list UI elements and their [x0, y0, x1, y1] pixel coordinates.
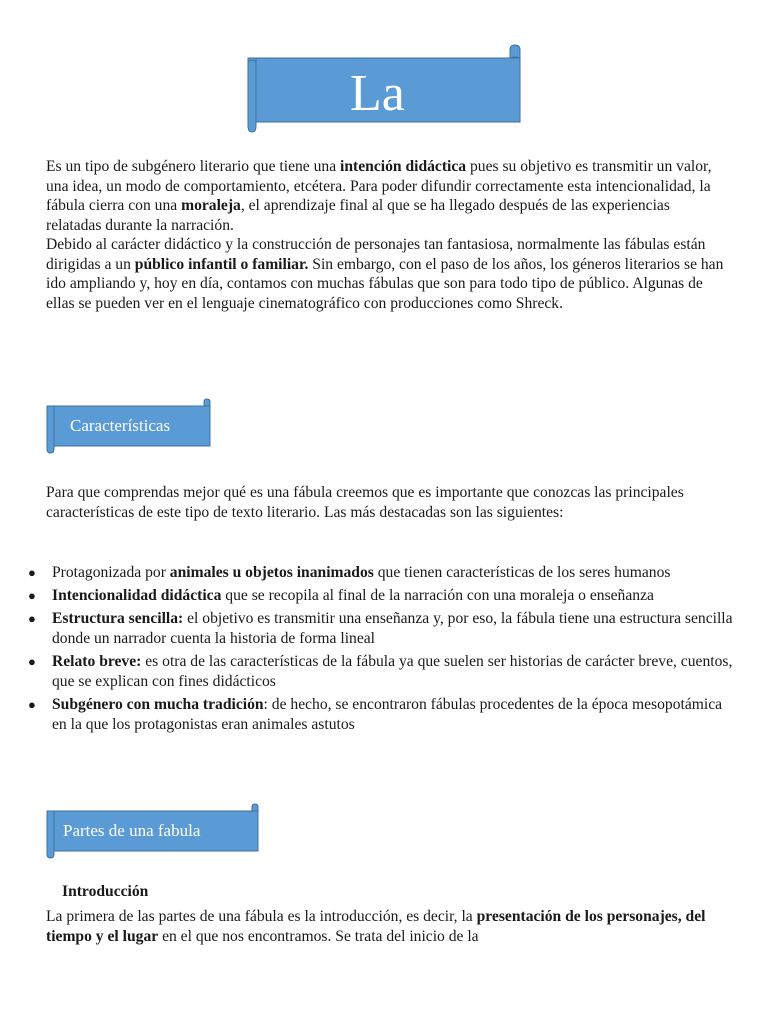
list-item: ● Protagonizada por animales u objetos inanimados que tienen características de los seres humanos [28, 564, 671, 581]
introduccion-heading: Introducción [62, 883, 149, 900]
list-item: ● Intencionalidad didáctica que se recopila al final de la narración con una moraleja o enseñanza [28, 587, 654, 605]
bullet-icon: ● [28, 654, 36, 670]
bullet-icon: ● [28, 565, 36, 580]
caracteristicas-intro: Para que comprendas mejor qué es una fábula creemos que es importante que conozcas las principales características de este tipo de texto literario. Las más destacadas son las siguientes: [46, 484, 684, 521]
partes-banner [44, 803, 262, 859]
title-banner [244, 44, 524, 134]
intro-paragraph-2: Debido al carácter didáctico y la construcción de personajes tan fantasiosa, normalmente las fábulas están dirigidas a un público infantil o familiar. Sin embargo, con el paso de los años, los géneros literarios se han ido ampliando y, hoy en día, contamos con muchas fábulas que son para todo tipo de público. Algunas de ellas se pueden ver en el lenguaje cinematográfico con producciones como Shreck. [46, 236, 724, 312]
bullet-icon: ● [28, 696, 36, 712]
list-item: ● Estructura sencilla: el objetivo es transmitir una enseñanza y, por eso, la fábula tiene una estructura sencilla donde un narrador cuenta la historia de forma lineal [28, 610, 733, 647]
list-item: ● Subgénero con mucha tradición: de hecho, se encontraron fábulas procedentes de la época mesopotámica en la que los protagonistas eran animales astutos [28, 695, 723, 733]
bullet-icon: ● [28, 588, 36, 604]
list-item: ● Relato breve: es otra de las características de la fábula ya que suelen ser historias de carácter breve, cuentos, que se explican con fines didácticos [28, 653, 733, 690]
title-text: La [350, 65, 405, 122]
caracteristicas-title: Características [70, 416, 171, 435]
caracteristicas-banner [44, 398, 214, 454]
intro-paragraph-1: Es un tipo de subgénero literario que tiene una intención didáctica pues su objetivo es transmitir un valor, una idea, un modo de comportamiento, etcétera. Para poder difundir correctamente esta intencionalidad, la fábula cierra con una moraleja, el aprendizaje final al que se ha llegado después de las experiencias relatadas durante la narración. [46, 158, 712, 234]
caracteristicas-list [0, 563, 740, 738]
bullet-icon: ● [28, 611, 36, 627]
partes-title: Partes de una fabula [63, 821, 201, 840]
introduccion-paragraph: La primera de las partes de una fábula es la introducción, es decir, la presentación de los personajes, del tiempo y el lugar en el que nos encontramos. Se trata del inicio de la [46, 908, 706, 945]
